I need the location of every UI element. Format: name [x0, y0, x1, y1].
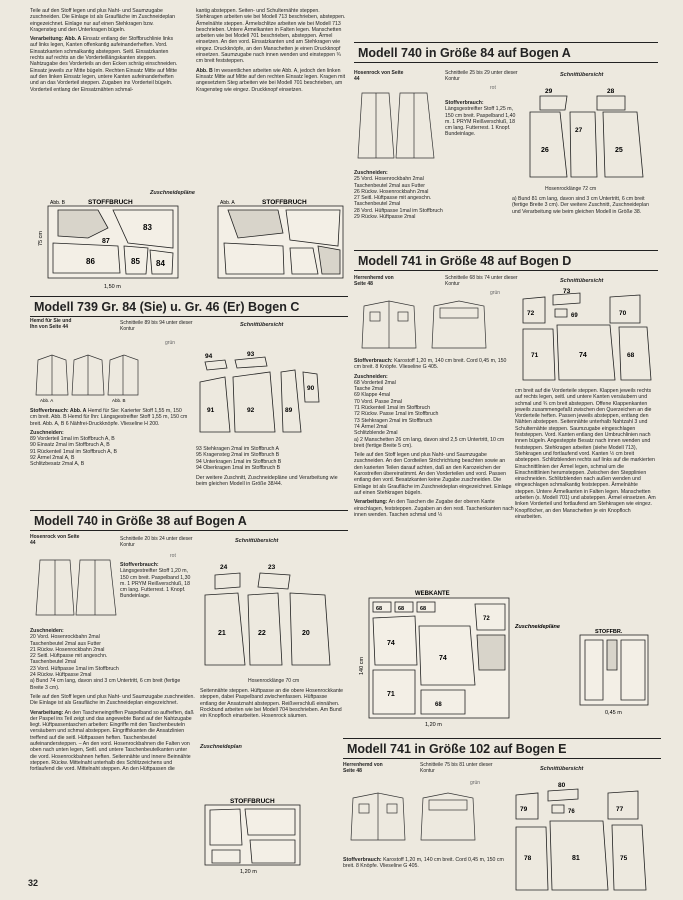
m740a-zus-list [30, 634, 195, 678]
m741a-zus-item: Tasche 2mal [354, 386, 384, 393]
m740b-zus-list [354, 176, 522, 220]
m741a-zus-item: 71 Rückenteil 1mal im Stoffbruch [354, 405, 431, 412]
m741a-zus-item: 69 Klappe 4mal [354, 392, 391, 399]
m741a-zus-item: 68 Vorderteil 2mal [354, 379, 396, 386]
m741a-piece-69: 69 [571, 313, 578, 319]
m740b-schnitt: Schnitteile 25 bis 29 unter dieser Kontur [445, 70, 518, 82]
m740b-zus-item: Taschenbeutel 2mal [354, 201, 401, 208]
m740a-schnitt-title: Schnittübersicht [235, 538, 279, 544]
cutting-plan-top-figure [28, 198, 346, 290]
m740a-zus-plan: Zuschneideplan [200, 744, 242, 750]
m741b-shirt-illustrations [343, 790, 503, 850]
m739-zus2-item: 94 Oberkragen 1mal im Stoffbruch B [196, 464, 281, 471]
m739-piece-94: 94 [205, 353, 213, 360]
m741a-shirt-illustrations [354, 298, 514, 356]
m741b-piece-75: 75 [620, 855, 628, 862]
m740b-zus [354, 170, 522, 220]
m740b-piece-26: 26 [541, 147, 549, 154]
m740b-zus-item: 28 Vord. Hüftpasse 1mal im Stoffbruch [354, 207, 443, 214]
webkante-piece: 68 [398, 606, 405, 612]
m741b-piece-79: 79 [520, 806, 528, 813]
piece-83: 83 [143, 223, 152, 232]
m739-stoff-bold: Stoffverbrauch: Abb. A [30, 408, 87, 414]
m740a-schnittuebersicht [200, 555, 345, 675]
m741b-schnittuebersicht [508, 775, 658, 895]
m740b-stoff-bold: Stoffverbrauch: [445, 100, 484, 106]
m739-zus-item: 89 Vorderteil 1mal im Stoffbruch A, B [30, 436, 115, 443]
m741a-piece-74: 74 [579, 352, 587, 359]
m740a-piece-22: 22 [258, 630, 266, 637]
m740a-skirt-illustration [30, 555, 120, 625]
webkante-piece: 68 [435, 702, 442, 708]
m741b-stoff [343, 857, 513, 870]
m741a-zus-item: 74 Ärmel 2mal [354, 423, 388, 430]
m740b-zus-item: 29 Rückw. Hüftpasse 2mal [354, 214, 416, 221]
m741a-stoff-text: Karostoff 1,20 m, 140 cm breit. Cord 0,45 m, 150 cm breit. 8 Knöpfe. Vlieseline G 405. [354, 358, 507, 371]
m741a-schnittuebersicht [515, 285, 660, 385]
m740a-verarb-bold: Verarbeitung: [30, 709, 64, 716]
m740a-zus-title: Zuschneiden: [30, 628, 64, 634]
m740b-bund: a) Bund 81 cm lang, davon sind 3 cm Untertritt, 6 cm breit (fertige Breite 3 cm). Der weitere Zuschnitt, Zuschneideplan und Verarbeitung wie beim gleichen Modell in Größe 38. [512, 196, 649, 215]
m740a-piece-24: 24 [220, 564, 228, 571]
m741a-schnitt: Schnitteile 68 bis 74 unter dieser Kontur [445, 275, 518, 287]
left-intro-p2-bold: Verarbeitung: Abb. A [30, 36, 82, 43]
m739-stoff-text: Hemd für Sie: Karierter Stoff 1,55 m, 150 cm breit. Abb. B Hemd für Ihn: Längsgestreifter Stoff 1,55 m, 150 cm breit. Abb. A, B 6 Nähfrei-Druckknöpfe. Vlieseline H 200. [30, 408, 188, 427]
m741a-zus-item: 70 Vord. Passe 2mal [354, 398, 402, 405]
m741b-schnitt-title: Schnittübersicht [540, 766, 584, 772]
modell-739-header: Modell 739 Gr. 84 (Sie) u. Gr. 46 (Er) Bogen C [30, 296, 348, 317]
fig-top-stoffbruch: STOFFBRUCH [88, 199, 133, 206]
m739-stoff-p [30, 408, 190, 427]
m741a-piece-70: 70 [619, 310, 627, 317]
webkante-piece: 74 [387, 640, 395, 647]
webkante-zuschneideplan [355, 590, 660, 730]
m739-zus-list [30, 436, 190, 467]
m739-schnitt-title: Schnittübersicht [240, 322, 284, 328]
m740b-piece-25: 25 [615, 147, 623, 154]
m740a-piece-23: 23 [268, 564, 276, 571]
m740a-after: Teile auf den Stoff legen und plus Naht- und Saumzugabe zuschneiden. Die Einlage ist als Graufläche im Zuschneideplan eingezeichnet. [30, 693, 195, 707]
modell-741-102-header: Modell 741 in Größe 102 auf Bogen E [343, 738, 661, 759]
m739-zus-item: 90 Einsatz 2mal im Stoffbruch A, B [30, 442, 110, 449]
mid-intro-text [196, 8, 346, 96]
piece-87: 87 [102, 238, 110, 245]
m740a-plan-stoffbruch: STOFFBRUCH [230, 798, 275, 805]
m740b-zus-item: 26 Rückw. Hosenrockbahn 2mal [354, 188, 429, 195]
piece-86: 86 [86, 257, 95, 266]
webkante-dim-h: 1,20 m [425, 722, 442, 728]
m741a-stoff-zus [354, 358, 514, 521]
modell-740-84-header: Modell 740 in Größe 84 auf Bogen A [354, 42, 658, 63]
m739-zus2-item: 93 Stehkragen 2mal im Stoffbruch A [196, 446, 279, 452]
m740a-zus-item: 20 Vord. Hosenrockbahn 2mal [30, 634, 100, 641]
m739-piece-92: 92 [247, 407, 255, 414]
m741a-right-text: cm breit auf die Vorderteile steppen. Klappen jeweils rechts auf rechts legen, seitl. und untere Kanten versäubern und schmal und ¾ cm breit absteppen. Offene Klappenkanten jeweils zusammengefaßt zwischen den Querzeichen an die Vorderteile heften. Passen jeweils absteppen, entlang den Nähten absteppen. Seitennähte unterhalb Nahtzahl 3 und Schulternähte steppen. Saumzugabe eingeschlagen feststeppen. Vord. Kanten entlang den Umbruchlinien nach innen bügeln. Angesteppte Besatz nach innen wenden und feststeppen. Stehkragen arbeiten (siehe Modell 713), Stehkragen und fortlaufend vord. Kanten ½ cm breit absteppen. Schlitzblenden rechts auf links auf die markierten Einschnittlinien der Ärmel legen, schmal um die Einschnittlinien herumsteppen. Zwischen den Stepplinien einschneiden. Schlitzblenden nach außen wenden und eingeschlagen schmalkantig feststeppen. Ärmelnähte steppen. Untere Ärmelkanten in Falten legen. Manschetten arbeiten (s. Modell 701) und absteppen. Ärmel einsetzen. Am linken Vorderteil und fortlaufend am Stehkragen wie eingez. Knopflöcher, an den Manschetten je ein Knopfloch einarbeiten. [515, 388, 656, 520]
m740a-stoff-bold: Stoffverbrauch: [120, 562, 159, 568]
m741a-item-label: Herrenhemd von Seite 48 [354, 275, 394, 287]
m741b-item-label: Herrenhemd von Seite 48 [343, 762, 383, 774]
m739-abb-b-label: Abb. B [112, 398, 126, 403]
webkante-piece: 72 [483, 616, 490, 622]
page-number: 32 [28, 878, 39, 888]
m740a-verarb-p [30, 710, 195, 773]
m740a-zus-item: 22 Seitl. Hüftpasse mit angeschn. [30, 653, 108, 660]
m740a-zus-item: 21 Rückw. Hosenrockbahn 2mal [30, 646, 105, 653]
m740a-verarb-text: An den Tascheneingriffen Paspelband so aufheften, daß der Paspel ins Teil zeigt und das angewebte Band auf der Nahtzugabe liegt. Hüftpassentaschen arbeiten: Eingriffe mit den Taschenbeuteln versäubern und schmal absteppen. Eingriffskanten die Ansatzlinien treffend auf die seitl. Hüftpassen heften. Taschenbeutel aufeinandersteppen. – An den vord. Hosenrockbahnen die Falten von oben nach unten legen, Seitl. und untere Taschenbeutelkanten unter die vord. Hosenrockbahnen heften. Seitennähte und innere Beinnähte steppen. Rückw. Mittelnaht unterhalb des Schlitzzeichens und fortlaufend die vord. Mittelnaht steppen. An den Hüftpassen die [30, 709, 194, 773]
m740a-zuschneideplan [200, 795, 340, 875]
m741a-schnitt-title: Schnittübersicht [560, 278, 604, 284]
m741a-piece-72: 72 [527, 310, 535, 317]
m739-zus-item: 91 Rückenteil 1mal im Stoffbruch A, B [30, 448, 117, 455]
webkante-piece: 68 [376, 606, 383, 612]
mid-intro-p2-bold: Abb. B [196, 67, 213, 74]
m739-zus2 [196, 446, 346, 491]
m739-stoff [30, 408, 190, 468]
m740b-zus-item: 27 Seitl. Hüftpasse mit angeschn. [354, 195, 432, 202]
fig-top-abb-a: Abb. B [50, 200, 66, 206]
m740a-farbe: rot [170, 553, 176, 559]
fig-top-abb-b: Abb. A [220, 200, 235, 206]
mid-intro-p2 [196, 68, 346, 93]
fig-top-stoffbruch-2: STOFFBRUCH [262, 199, 307, 206]
m739-piece-89: 89 [285, 407, 293, 414]
m741a-stoff-bold: Stoffverbrauch: [354, 358, 393, 364]
left-intro-p2 [30, 36, 180, 93]
m739-shirt-illustrations [30, 350, 140, 405]
piece-85: 85 [131, 257, 140, 266]
m741a-stoff-p [354, 358, 514, 371]
m741a-farbe: grün [490, 290, 501, 296]
webkante-title: WEBKANTE [415, 591, 450, 597]
left-intro-p2-text: Einsatz entlang der Stoffbruchlinie links auf links legen, Kanten offenkantig aufeinanderheften. Vord. Einsatzkanten schmalkantig absteppen. Seitl. Einsatzkanten rechts auf rechts an die Vorderteillängskanten steppen. Nahtzugabe des Vorderteils an den Ecken schräg einschneiden. Einsatz jeweils zur Mitte bügeln. Rechten Einsatz Mitte auf Mitte auf den linken Einsatz legen, untere Kanten aufeinanderheften und an das Vorderteil steppen. Zugaben ins Vorderteil bügeln. Vorderteil entlang der Einsatznähten schmal- [30, 36, 178, 93]
m741a-zus-title: Zuschneiden: [354, 373, 388, 380]
m741b-stoff-bold: Stoffverbrauch: [343, 857, 382, 863]
m739-piece-93: 93 [247, 351, 255, 358]
fig-top-dim-h: 1,50 m [104, 284, 121, 290]
m739-zus-item: 92 Ärmel 2mal A, B [30, 455, 75, 462]
m741b-piece-80: 80 [558, 782, 566, 789]
m740b-piece-29: 29 [545, 88, 553, 95]
m741a-after: Teile auf den Stoff legen und plus Naht- und Saumzugabe zuschneiden. An den Cordteilen Strichrichtung beachten sowie an den karierten Teilen darauf achten, daß an den Karozeichen der Karostreifen übereinstimmt. An den Vorderteilen und vord. Passen entlang den vord. Besatzkanten keine Zugabe zuschneiden. Die Einlage ist als Graufläche im Zuschneideplan eingezeichnet. Einlage auf einen Stehkragen bügeln. [354, 452, 512, 496]
m740b-hosen: Hosenrocklänge 72 cm [545, 186, 597, 192]
m741a-zus-item: Schlitzblende 2mal [354, 430, 398, 437]
m739-piece-91: 91 [207, 407, 215, 414]
m741a-bund: a) 2 Manschetten 26 cm lang, davon sind 2,5 cm Untertritt, 10 cm breit (fertige Breite 5 cm). [354, 436, 505, 449]
webkante-piece: 71 [387, 691, 395, 698]
m741a-verarb-p [354, 499, 514, 518]
m740b-piece-27: 27 [575, 127, 583, 134]
m740a-piece-20: 20 [302, 630, 310, 637]
modell-740-38-header: Modell 740 in Größe 38 auf Bogen A [30, 510, 348, 531]
m741a-piece-68: 68 [627, 352, 635, 359]
m740a-zus-item: Taschenbeutel 2mal [30, 659, 77, 666]
m741b-piece-81: 81 [572, 855, 580, 862]
m740b-farbe: rot [490, 85, 496, 91]
m739-zus-item: Schlitzbesatz 2mal A, B [30, 461, 85, 468]
left-intro-p1: Teile auf den Stoff legen und plus Naht- und Saumzugabe zuschneiden. Die Einlage ist als Graufläche im Zuschneideplan eingezeichnet. Einlage nur auf einen Stehkragen bzw. Kragensteg und den Unterkragen bügeln. [30, 8, 176, 33]
m740b-stoff [445, 100, 521, 138]
modell-741-48-header: Modell 741 in Größe 48 auf Bogen D [354, 250, 658, 271]
m739-zus-title: Zuschneiden: [30, 429, 64, 436]
m739-item-label: Hemd für Sie und Ihn von Seite 44 [30, 318, 72, 330]
m740b-schnitt-title: Schnittübersicht [560, 72, 604, 78]
m741b-farbe: grün [470, 780, 481, 786]
m739-piece-90: 90 [307, 385, 315, 392]
m741b-piece-77: 77 [616, 806, 624, 813]
m740b-stoff-text: Längsgestreifter Stoff 1,25 m, 150 cm breit. Paspelband 1,40 m. 1 PRYM Reißverschluß, 18 cm lang. Futterrest. 1 Knopf. Bundeinlage. [445, 106, 516, 138]
m741b-stoff-text: Karostoff 1,20 m, 140 cm breit. Cord 0,45 m, 150 cm breit. 8 Knöpfe. Vlieseline G 405. [343, 857, 504, 870]
m739-schnittuebersicht [195, 332, 343, 442]
m740a-zus [30, 628, 195, 776]
m740a-zus-item: Taschenbeutel 2mal aus Futter [30, 640, 101, 647]
m740a-plan-dim: 1,20 m [240, 869, 257, 875]
m739-schnitt: Schnitteile 89 bis 94 unter dieser Kontur [120, 320, 193, 332]
left-intro-text [30, 8, 180, 96]
m740a-stoff-text: Längsgestreifter Stoff 1,20 m, 150 cm breit. Paspelband 1,30 m. 1 PRYM Reißverschluß, 18 cm lang. Futterrest. 1 Knopf. Bundeinlage. [120, 568, 191, 600]
webkante-dim-v: 140 cm [359, 656, 365, 675]
m739-zus2-item: 94 Unterkragen 1mal im Stoffbruch B [196, 458, 282, 465]
m740b-zus-title: Zuschneiden: [354, 170, 388, 176]
webkante-piece: 68 [420, 606, 427, 612]
m740b-zus-item: Taschenbeutel 2mal aus Futter [354, 182, 425, 189]
mid-intro-p2-text: Im wesentlichen arbeiten wie Abb. A, jedoch den linken Einsatz Mitte auf Mitte auf den rechten Einsatz legen. Kragen mit angesetztem Steg arbeiten wie bei Modell 701 beschrieben, am Kragensteg wie eingez. Druckknopf einsetzen. [196, 67, 346, 93]
m740a-bund: a) Bund 74 cm lang, davon sind 3 cm Untertritt, 6 cm breit (fertige Breite 3 cm). [30, 678, 181, 691]
m741a-verarb-text: An den Taschen die Zugabe der oberen Kante einschlagen, feststeppen. Zugaben an den restl. Taschenkanten nach innen wenden. Taschen schmal und ½ [354, 499, 514, 518]
m741b-schnitt: Schnitteile 75 bis 81 unter dieser Kontur [420, 762, 493, 774]
m740a-piece-21: 21 [218, 630, 226, 637]
m740b-schnittuebersicht [525, 82, 660, 187]
m741b-piece-76: 76 [568, 809, 575, 815]
m740a-hosen: Hosenrocklänge 70 cm [248, 678, 300, 684]
m740a-stoff [120, 562, 192, 600]
m741a-zus-list [354, 380, 514, 437]
zuschneideplaene-label-top: Zuschneidepläne [150, 190, 195, 196]
m740b-item-label: Hosenrock von Seite 44 [354, 70, 404, 82]
m740a-schnitt: Schnitteile 20 bis 24 unter dieser Kontur [120, 536, 193, 548]
webkante-piece: 74 [439, 655, 447, 662]
fig-top-dim-v: 75 cm [38, 231, 44, 246]
piece-84: 84 [156, 259, 165, 268]
m740a-mid-text: Seitennähte steppen. Hüftpasse an die obere Hosenrockkante steppen, dabei Paspelband zwischenfassen. Hüftpasse entlang der Ansatznaht absteppen. Reißverschluß einnähen. Rockbund arbeiten wie bei Modell 704 beschrieben. Am Bund ein Knopfloch einarbeiten. Hosenrock säumen. [200, 688, 344, 720]
m741a-zus-item: 72 Rückw. Passe 1mal im Stoffbruch [354, 411, 439, 418]
m741a-piece-73: 73 [563, 288, 571, 295]
m741a-verarb-bold: Verarbeitung: [354, 499, 388, 506]
webkante-label: Zuschneidepläne [515, 624, 560, 630]
mid-intro-p1: kantig absteppen. Seiten- und Schulternähte steppen. Stehkragen arbeiten wie bei Modell 713 beschrieben, absteppen. Ärmelnähte steppen. Ärmelschlitze arbeiten wie bei Modell 713 beschrieben. Untere Ärmelkanten in Falten legen. Manschetten arbeiten wie bei Modell 701 beschrieben, absteppen. Ärmel einsetzen. An den vord. Einsatzkanten und am Stehkragen wie eingez. Druckknöpfe, an den Manschetten je einen Druckknopf einsetzen. Saumzugabe nach innen wenden und einsteppen ¾ cm breit feststeppen. [196, 8, 346, 65]
m739-zus2-item: 95 Kragensteg 2mal im Stoffbruch B [196, 452, 280, 459]
m740a-zus-item: 23 Vord. Hüftpasse 1mal im Stoffbruch [30, 665, 119, 672]
webkante-dim-h2: 0,45 m [605, 710, 622, 716]
m739-farbe: grün [165, 340, 176, 346]
m740a-zus-item: 24 Rückw. Hüftpasse 2mal [30, 672, 92, 679]
m741a-piece-71: 71 [531, 352, 539, 359]
m740a-item-label: Hosenrock von Seite 44 [30, 534, 80, 546]
m740b-piece-28: 28 [607, 88, 615, 95]
m741a-zus-item: 73 Stehkragen 2mal im Stoffbruch [354, 417, 433, 424]
m740b-skirt-illustration [354, 88, 439, 168]
m741b-piece-78: 78 [524, 855, 532, 862]
m739-note: Der weitere Zuschnitt, Zuschneidepläne und Verarbeitung wie beim gleichen Modell in Größe 38/44. [196, 475, 338, 488]
webkante-stoffbr: STOFFBR. [595, 629, 623, 635]
m740b-zus-item: 25 Vord. Hosenrockbahn 2mal [354, 176, 424, 183]
m739-abb-a-label: Abb. A [40, 398, 54, 403]
